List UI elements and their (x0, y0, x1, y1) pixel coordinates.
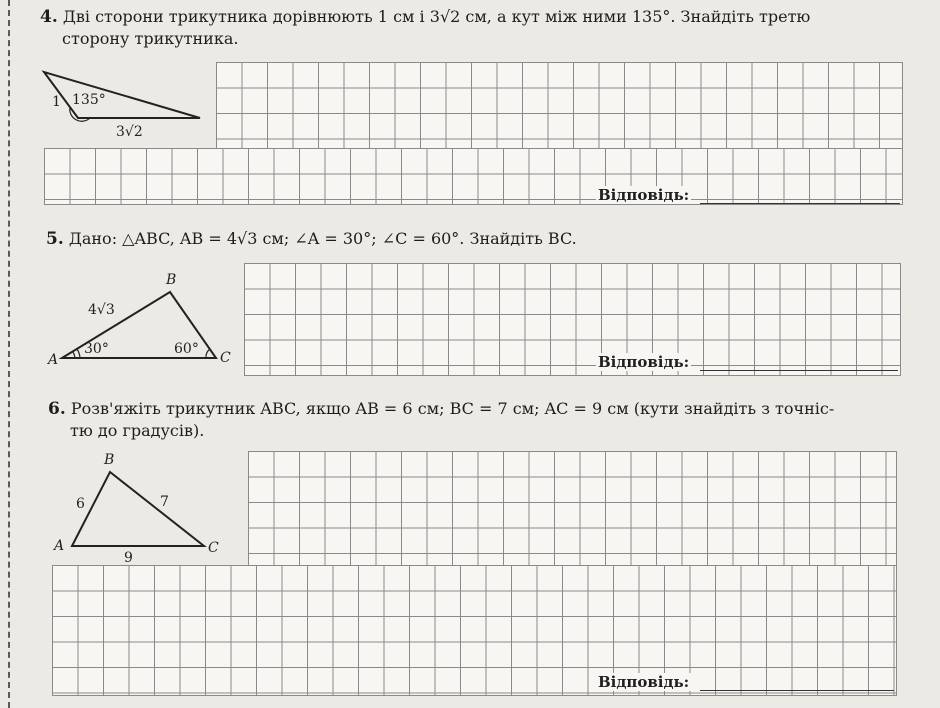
task-6-side-ac-label: 9 (124, 550, 133, 566)
task-4-text (40, 6, 920, 50)
task-5-grid[interactable] (244, 263, 901, 376)
task-6-vertex-b: B (104, 452, 115, 468)
task-6-answer-line[interactable] (700, 690, 894, 691)
task-6-side-ab-label: 6 (76, 496, 85, 512)
task-4-angle-label: 135° (72, 92, 106, 108)
task-6-vertex-a: A (54, 538, 65, 554)
task-6-line-2: тю до градусів). (70, 421, 205, 440)
task-4-line-2: сторону трикутника. (62, 29, 239, 48)
task-5-angle-a-label: 30° (84, 341, 109, 357)
task-5-line: Дано: △ABC, AB = 4√3 см; ∠A = 30°; ∠C = 60°. Знайдіть BC. (68, 229, 577, 248)
task-6-triangle-figure (52, 452, 232, 572)
task-6-grid-lower[interactable] (52, 565, 897, 696)
task-6-text (48, 398, 908, 442)
task-5-answer-line[interactable] (700, 370, 898, 371)
task-6-vertex-c: C (208, 540, 219, 556)
task-5-triangle-figure (44, 272, 244, 372)
task-6-grid-upper[interactable] (248, 451, 897, 566)
task-5-vertex-c: C (220, 350, 231, 366)
task-4-grid-upper[interactable] (216, 62, 903, 149)
task-5-vertex-a: A (48, 352, 59, 368)
task-5-triangle-svg (44, 272, 244, 372)
task-4-line-1: Дві сторони трикутника дорівнюють 1 см і 3√2 см, а кут між ними 135°. Знайдіть третю (62, 7, 811, 26)
task-4-side-a-label: 1 (52, 94, 61, 110)
task-5-angle-c-label: 60° (174, 341, 199, 357)
task-5-text (46, 228, 906, 250)
task-5-number: 5. (46, 229, 64, 249)
task-6-line-1: Розв'яжіть трикутник ABC, якщо AB = 6 см; BC = 7 см; AC = 9 см (кути знайдіть з точніс- (70, 399, 835, 418)
task-5-answer-label: Відповідь: (598, 353, 690, 371)
task-4-number: 4. (40, 7, 58, 27)
task-6-triangle-svg (52, 452, 232, 572)
task-4-side-b-label: 3√2 (116, 124, 143, 140)
task-4-triangle-figure (40, 66, 210, 146)
task-6-answer-label: Відповідь: (598, 673, 690, 691)
task-4-answer-label: Відповідь: (598, 186, 690, 204)
task-5-vertex-b: B (166, 272, 177, 288)
task-4-answer-line[interactable] (700, 203, 900, 204)
cut-line (8, 0, 10, 708)
task-4-grid-lower[interactable] (44, 148, 903, 205)
task-5-side-ab-label: 4√3 (88, 302, 115, 318)
task-6-number: 6. (48, 399, 66, 419)
task-6-side-bc-label: 7 (160, 494, 169, 510)
